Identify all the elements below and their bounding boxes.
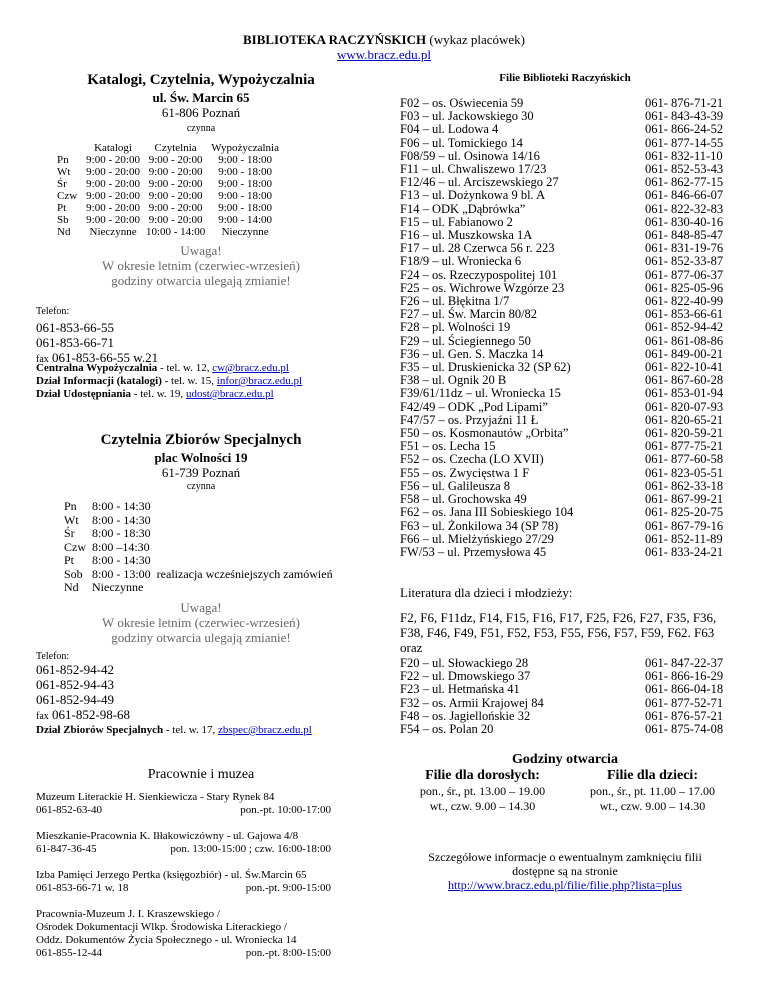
branch-phone: 061- 823-05-51: [645, 465, 724, 480]
branch-phone: 061- 822-32-83: [645, 201, 724, 216]
branch-row: [400, 453, 723, 466]
day-label: Śr: [64, 526, 75, 540]
branch-name: F58 – ul. Grochowska 49: [400, 492, 527, 507]
hours-row: [54, 190, 282, 202]
main-contacts: [36, 362, 302, 401]
hours-cell: 8:00 - 14:30: [92, 553, 151, 567]
museum-hours: pon.-pt. 9:00-15:00: [245, 882, 331, 894]
branch-row: [400, 533, 723, 546]
branch-phone: 061- 847-22-37: [645, 656, 724, 670]
hours-cell: 9:00 - 18:00: [218, 202, 272, 214]
museums-list: [36, 791, 331, 960]
hours-row: [64, 554, 339, 568]
notice-line: godziny otwarcia ulegają zmianie!: [111, 630, 291, 645]
contact-line: [36, 362, 302, 375]
museum-hours: pon. 13:00-15:00 ; czw. 16:00-18:00: [170, 843, 331, 855]
special-city: 61-739 Poznań: [161, 465, 241, 480]
hours-cell: 9:00 - 20:00: [148, 166, 203, 178]
contact-line: [36, 375, 302, 388]
day-label: Pn: [64, 499, 77, 513]
branch-row: [400, 506, 723, 519]
hours-cell: 8:00 - 14:30: [92, 512, 151, 527]
hours-cell: 9:00 - 14:00: [218, 214, 272, 226]
contact-name: Dział Zbiorów Specjalnych: [36, 724, 164, 736]
main-hours-header: [54, 142, 282, 154]
adult-hours-1: pon., śr., pt. 13.00 – 19.00: [419, 784, 546, 798]
branch-name: F16 – ul. Muszkowska 1A: [400, 228, 533, 243]
hours-cell: Nieczynne: [92, 580, 144, 594]
branch-name: F48 – os. Jagiellońskie 32: [400, 708, 531, 723]
day-label: Pt: [57, 202, 67, 214]
museum-item: [36, 908, 331, 960]
day-label: Czw: [57, 190, 78, 202]
contact-tel: - tel. w. 12,: [157, 362, 213, 374]
hours-note: [157, 500, 339, 514]
special-contact: [36, 724, 312, 736]
museum-phone: 61-847-36-45: [36, 843, 97, 855]
kids-branch-row: [400, 723, 723, 736]
hours-row: [64, 541, 339, 555]
branch-phone: 061- 846-66-07: [645, 188, 724, 203]
branch-phone: 061- 861-08-86: [645, 333, 724, 348]
branch-name: FW/53 – ul. Przemysłowa 45: [400, 544, 547, 559]
contact-name: Dział Udostępniania: [36, 388, 132, 400]
branch-name: F13 – ul. Dożynkowa 9 bl. A: [400, 188, 546, 203]
day-label: Czw: [64, 539, 86, 554]
branch-phone: 061- 852-11-89: [645, 531, 723, 546]
hours-note: [157, 554, 339, 568]
main-city: 61-806 Poznań: [161, 105, 241, 120]
hours-cell: 8:00 –14:30: [92, 539, 150, 554]
hours-cell: 8:00 - 18:30: [92, 526, 151, 540]
main-phones: [36, 320, 158, 367]
day-label: Wt: [57, 166, 71, 178]
special-title: Czytelnia Zbiorów Specjalnych: [100, 432, 302, 448]
fax-label: fax: [36, 711, 49, 722]
kids-branch-row: [400, 683, 723, 696]
contact-name: Dział Informacji (katalogi): [36, 375, 162, 387]
branch-phone: 061- 830-40-16: [645, 214, 724, 229]
hours-cell: 10:00 - 14:00: [145, 226, 206, 238]
branch-phone: 061- 877-06-37: [645, 267, 724, 282]
museum-name: Izba Pamięci Jerzego Pertka (księgozbiór) - ul. Św.Marcin 65: [36, 869, 307, 881]
branch-name: F62 – os. Jana III Sobieskiego 104: [400, 505, 574, 520]
kids-oraz: oraz: [400, 640, 423, 655]
branch-phone: 061- 866-24-52: [645, 122, 724, 137]
phone-number: 061-853-66-55: [36, 320, 114, 335]
museum-item: [36, 830, 331, 856]
special-phone-label: Telefon:: [36, 651, 70, 662]
branch-row: [400, 255, 723, 268]
day-label: Nd: [64, 580, 79, 594]
branch-row: [400, 137, 723, 150]
branch-name: F51 – os. Lecha 15: [400, 439, 496, 454]
museum-contact-row: [36, 882, 331, 895]
contact-tel: - tel. w. 17,: [163, 724, 219, 736]
hours-row: [64, 527, 339, 541]
branch-phone: 061- 853-01-94: [645, 386, 724, 401]
kids-hours: Filie dla dzieci: pon., śr., pt. 11.00 – 17.00 wt., czw. 9.00 – 14.30: [570, 768, 735, 814]
hours-note: [157, 527, 339, 541]
branch-phone: 061- 877-75-21: [645, 439, 724, 454]
page-header: [0, 32, 768, 62]
branch-row: [400, 401, 723, 414]
museum-item: [36, 869, 331, 895]
branch-phone: 061- 852-33-87: [645, 254, 724, 269]
notice-line: W okresie letnim (czerwiec-wrzesień): [102, 258, 300, 273]
branch-name: F22 – ul. Dmowskiego 37: [400, 669, 531, 684]
kids-branch-codes: F2, F6, F11dz, F14, F15, F16, F17, F25, F26, F27, F35, F36, F38, F46, F49, F51, F52, F53, F55, F56, F57, F59, F62. F63: [400, 610, 717, 640]
special-notice: [36, 600, 366, 645]
page-title: BIBLIOTEKA RACZYŃSKICH: [242, 32, 427, 47]
hours-note: [157, 514, 339, 528]
hours-note: [157, 581, 339, 595]
branch-name: F55 – os. Zwycięstwa 1 F: [400, 465, 530, 480]
contact-name: Centralna Wypożyczalnia: [36, 362, 158, 374]
branch-name: F28 – pl. Wolności 19: [400, 320, 511, 335]
branch-name: F42/49 – ODK „Pod Lipami”: [400, 399, 548, 414]
hours-row: [54, 154, 282, 166]
phone-number: 061-852-94-43: [36, 677, 114, 692]
branch-row: [400, 387, 723, 400]
hours-cell: Nieczynne: [89, 226, 137, 238]
branch-phone: 061- 852-94-42: [645, 320, 724, 335]
day-label: Pt: [64, 553, 75, 567]
branch-phone: 061- 831-19-76: [645, 241, 724, 256]
branch-phone: 061- 877-52-71: [645, 695, 724, 710]
branch-phone: 061- 876-71-21: [645, 96, 724, 110]
notice-line: Uwaga!: [180, 243, 222, 258]
branch-name: F52 – os. Czecha (LO XVII): [400, 452, 544, 467]
hours-row: [64, 581, 339, 595]
column-header: Czytelnia: [154, 142, 197, 154]
hours-cell: 9:00 - 20:00: [148, 154, 203, 166]
notice-line: Uwaga!: [180, 600, 222, 615]
kids-hours-1: pon., śr., pt. 11.00 – 17.00: [590, 784, 715, 798]
branch-name: F38 – ul. Ognik 20 B: [400, 373, 507, 388]
hours-cell: 9:00 - 20:00: [86, 154, 140, 166]
branch-phone: 061- 832-11-10: [645, 148, 723, 163]
fax-label: fax: [36, 354, 49, 365]
branch-name: F11 – ul. Chwaliszewo 17/23: [400, 162, 547, 177]
branch-name: F50 – os. Kosmonautów „Orbita”: [400, 426, 569, 441]
branch-name: F26 – ul. Błękitna 1/7: [400, 294, 510, 309]
branch-name: F54 – os. Polan 20: [400, 722, 494, 737]
hours-row: [64, 568, 339, 582]
branch-row: [400, 321, 723, 334]
branch-name: F12/46 – ul. Arciszewskiego 27: [400, 175, 559, 190]
branch-phone: 061- 820-07-93: [645, 399, 724, 414]
hours-cell: 9:00 - 20:00: [86, 202, 140, 214]
museum-hours: pon.-pt. 10:00-17:00: [240, 804, 331, 816]
museum-name: Pracownia-Muzeum J. I. Kraszewskiego /: [36, 908, 220, 920]
branch-phone: 061- 876-57-21: [645, 708, 724, 723]
branch-name: F08/59 – ul. Osinowa 14/16: [400, 148, 540, 163]
main-address: ul. Św. Marcin 65: [152, 90, 250, 105]
branch-phone: 061- 849-00-21: [645, 346, 724, 361]
branch-phone: 061- 825-05-96: [645, 280, 724, 295]
branch-name: F20 – ul. Słowackiego 28: [400, 656, 529, 670]
kids-table: [400, 657, 723, 736]
hours-row: [54, 226, 282, 238]
branch-phone: 061- 866-04-18: [645, 682, 724, 697]
info-line: dostępne są na stronie: [512, 864, 618, 878]
hours-row: [54, 178, 282, 190]
hours-cell: Nieczynne: [221, 226, 269, 238]
kids-title: Literatura dla dzieci i młodzieży:: [400, 585, 573, 600]
branch-row: [400, 189, 723, 202]
branch-phone: 061- 820-59-21: [645, 426, 724, 441]
kids-branch-row: [400, 697, 723, 710]
adult-label: Filie dla dorosłych: [425, 768, 536, 783]
day-label: Nd: [57, 226, 71, 238]
branch-name: F32 – os. Armii Krajowej 84: [400, 695, 544, 710]
hours-cell: 8:00 - 13:00: [92, 566, 151, 581]
contact-tel: - tel. w. 15,: [161, 375, 217, 387]
special-hours-table: [64, 500, 339, 595]
branch-phone: 061- 867-79-16: [645, 518, 724, 533]
branch-row: [400, 269, 723, 282]
branch-row: [400, 520, 723, 533]
contact-email-link[interactable]: infor@bracz.edu.pl: [216, 375, 303, 387]
hours-cell: 9:00 - 20:00: [86, 190, 140, 202]
website-link[interactable]: www.bracz.edu.pl: [336, 47, 432, 62]
day-label: Pn: [57, 154, 69, 166]
day-label: Wt: [64, 512, 79, 527]
hours-row: [64, 500, 339, 514]
branch-phone: 061- 848-85-47: [645, 228, 724, 243]
kids-hours-2: wt., czw. 9.00 – 14.30: [599, 799, 706, 813]
special-status: czynna: [186, 481, 216, 492]
museum-name: Ośrodek Dokumentacji Wlkp. Środowiska Literackiego /: [36, 921, 287, 933]
branch-name: F39/61/11dz – ul. Wroniecka 15: [400, 386, 561, 401]
adult-hours-2: wt., czw. 9.00 – 14.30: [429, 799, 536, 813]
day-label: Śr: [57, 178, 67, 190]
museum-phone: 061-855-12-44: [36, 947, 102, 959]
branch-phone: 061- 825-20-75: [645, 505, 724, 520]
page-subtitle: (wykaz placówek): [429, 32, 526, 47]
hours-cell: 9:00 - 20:00: [86, 166, 140, 178]
branch-name: F06 – ul. Tomickiego 14: [400, 135, 523, 150]
branch-name: F03 – ul. Jackowskiego 30: [400, 109, 534, 124]
hours-cell: 8:00 - 14:30: [92, 499, 151, 513]
hours-row: [54, 214, 282, 226]
main-title: Katalogi, Czytelnia, Wypożyczalnia: [87, 72, 315, 88]
branch-phone: 061- 843-43-39: [645, 109, 724, 124]
museum-item: [36, 791, 331, 817]
branch-phone: 061- 862-33-18: [645, 478, 724, 493]
contact-email-link[interactable]: zbspec@bracz.edu.pl: [218, 724, 312, 736]
branch-phone: 061- 866-16-29: [645, 669, 724, 684]
hours-cell: 9:00 - 18:00: [218, 190, 272, 202]
hours-cell: 9:00 - 18:00: [218, 166, 272, 178]
hours-cell: 9:00 - 18:00: [218, 178, 272, 190]
hours-cell: 9:00 - 20:00: [148, 190, 203, 202]
museums-title: Pracownie i muzea: [147, 767, 255, 782]
branch-phone: 061- 867-60-28: [645, 373, 724, 388]
column-header: Katalogi: [94, 142, 132, 154]
branch-phone: 061- 852-53-43: [645, 162, 724, 177]
branch-phone: 061- 822-40-99: [645, 294, 724, 309]
info-line: Szczegółowe informacje o ewentualnym zamknięciu filii: [428, 850, 702, 864]
hours-row: [54, 202, 282, 214]
adult-hours: Filie dla dorosłych: pon., śr., pt. 13.00 – 19.00 wt., czw. 9.00 – 14.30: [400, 768, 565, 814]
branch-name: F14 – ODK „Dąbrówka”: [400, 201, 526, 216]
branch-phone: 061- 877-14-55: [645, 135, 724, 150]
opening-title: Godziny otwarcia: [512, 752, 618, 767]
branch-name: F18/9 – ul. Wroniecka 6: [400, 254, 522, 269]
branch-phone: 061- 875-74-08: [645, 722, 724, 737]
hours-note: [157, 541, 339, 555]
main-notice: [36, 243, 366, 288]
main-hours-table: [54, 142, 282, 238]
hours-cell: 9:00 - 20:00: [148, 202, 203, 214]
contact-email-link[interactable]: cw@bracz.edu.pl: [212, 362, 289, 374]
museum-name: Mieszkanie-Pracownia K. Iłłakowiczówny - ul. Gajowa 4/8: [36, 830, 299, 842]
contact-tel: - tel. w. 19,: [131, 388, 186, 400]
branch-name: F35 – ul. Druskienicka 32 (SP 62): [400, 360, 571, 375]
phone-number: 061-852-94-42: [36, 662, 114, 677]
notice-line: W okresie letnim (czerwiec-wrzesień): [102, 615, 300, 630]
branch-name: F36 – ul. Gen. S. Maczka 14: [400, 346, 544, 361]
hours-row: [54, 166, 282, 178]
museum-name: Muzeum Literackie H. Sienkiewicza - Stary Rynek 84: [36, 791, 275, 803]
branch-row: [400, 123, 723, 136]
branch-name: F15 – ul. Fabianowo 2: [400, 214, 513, 229]
branch-name: F25 – os. Wichrowe Wzgórze 23: [400, 280, 565, 295]
branch-name: F24 – os. Rzeczypospolitej 101: [400, 267, 558, 282]
branches-table: [400, 97, 723, 559]
branch-phone: 061- 877-60-58: [645, 452, 724, 467]
closure-info: [400, 850, 730, 892]
hours-cell: 9:00 - 20:00: [148, 214, 203, 226]
phone-number: 061-853-66-71: [36, 335, 114, 350]
branch-name: F66 – ul. Mielżyńskiego 27/29: [400, 531, 554, 546]
branch-name: F04 – ul. Lodowa 4: [400, 122, 499, 137]
branch-phone: 061- 867-99-21: [645, 492, 724, 507]
column-header: Wypożyczalnia: [211, 142, 279, 154]
branch-name: F56 – ul. Galileusza 8: [400, 478, 511, 493]
fax-number: 061-853-66-55 w.21: [52, 350, 159, 365]
hours-note: realizacja wcześniejszych zamówień: [156, 566, 333, 581]
branch-phone: 061- 820-65-21: [645, 412, 724, 427]
phone-number: 061-852-94-49: [36, 692, 114, 707]
day-label: Sb: [57, 214, 69, 226]
fax-number: 061-852-98-68: [52, 707, 131, 722]
notice-line: godziny otwarcia ulegają zmianie!: [111, 273, 291, 288]
branch-row: [400, 335, 723, 348]
branches-info-link[interactable]: http://www.bracz.edu.pl/filie/filie.php?lista=plus: [448, 878, 682, 892]
hours-row: [64, 514, 339, 528]
branch-name: F29 – ul. Ściegiennego 50: [400, 333, 531, 348]
main-phone-label: Telefon:: [36, 306, 70, 317]
branch-name: F63 – ul. Żonkilowa 34 (SP 78): [400, 518, 559, 533]
museum-hours: pon.-pt. 8:00-15:00: [245, 947, 331, 959]
museum-phone: 061-852-63-40: [36, 804, 102, 816]
day-label: Sob: [64, 566, 83, 581]
branch-row: [400, 546, 723, 559]
kids-list: [400, 610, 730, 655]
kids-label: Filie dla dzieci: [607, 768, 694, 783]
special-address: plac Wolności 19: [154, 450, 248, 465]
contact-line: [36, 388, 302, 401]
branch-phone: 061- 833-24-21: [645, 544, 724, 559]
hours-cell: 9:00 - 20:00: [86, 214, 140, 226]
main-status: czynna: [186, 123, 216, 134]
hours-cell: 9:00 - 20:00: [86, 178, 140, 190]
branch-name: F02 – os. Oświecenia 59: [400, 96, 524, 110]
contact-email-link[interactable]: udost@bracz.edu.pl: [185, 388, 274, 400]
branch-name: F23 – ul. Hetmańska 41: [400, 682, 520, 697]
museum-phone: 061-853-66-71 w. 18: [36, 882, 129, 894]
hours-cell: 9:00 - 18:00: [218, 154, 272, 166]
branch-name: F47/57 – os. Przyjaźni 11 Ł: [400, 412, 539, 427]
branch-phone: 061- 853-66-61: [645, 307, 724, 322]
museum-contact-row: [36, 804, 331, 817]
hours-cell: 9:00 - 20:00: [148, 178, 203, 190]
museum-contact-row: [36, 947, 331, 960]
branch-name: F27 – ul. Św. Marcin 80/82: [400, 307, 538, 322]
branch-phone: 061- 822-10-41: [645, 360, 724, 375]
branch-name: F17 – ul. 28 Czerwca 56 r. 223: [400, 241, 555, 256]
branch-row: [400, 467, 723, 480]
branches-title: Filie Biblioteki Raczyńskich: [499, 72, 631, 84]
museum-contact-row: [36, 843, 331, 856]
special-phones: [36, 662, 130, 724]
branch-row: [400, 203, 723, 216]
museum-name: Oddz. Dokumentów Życia Społecznego - ul. Wroniecka 14: [36, 934, 297, 946]
branch-phone: 061- 862-77-15: [645, 175, 724, 190]
